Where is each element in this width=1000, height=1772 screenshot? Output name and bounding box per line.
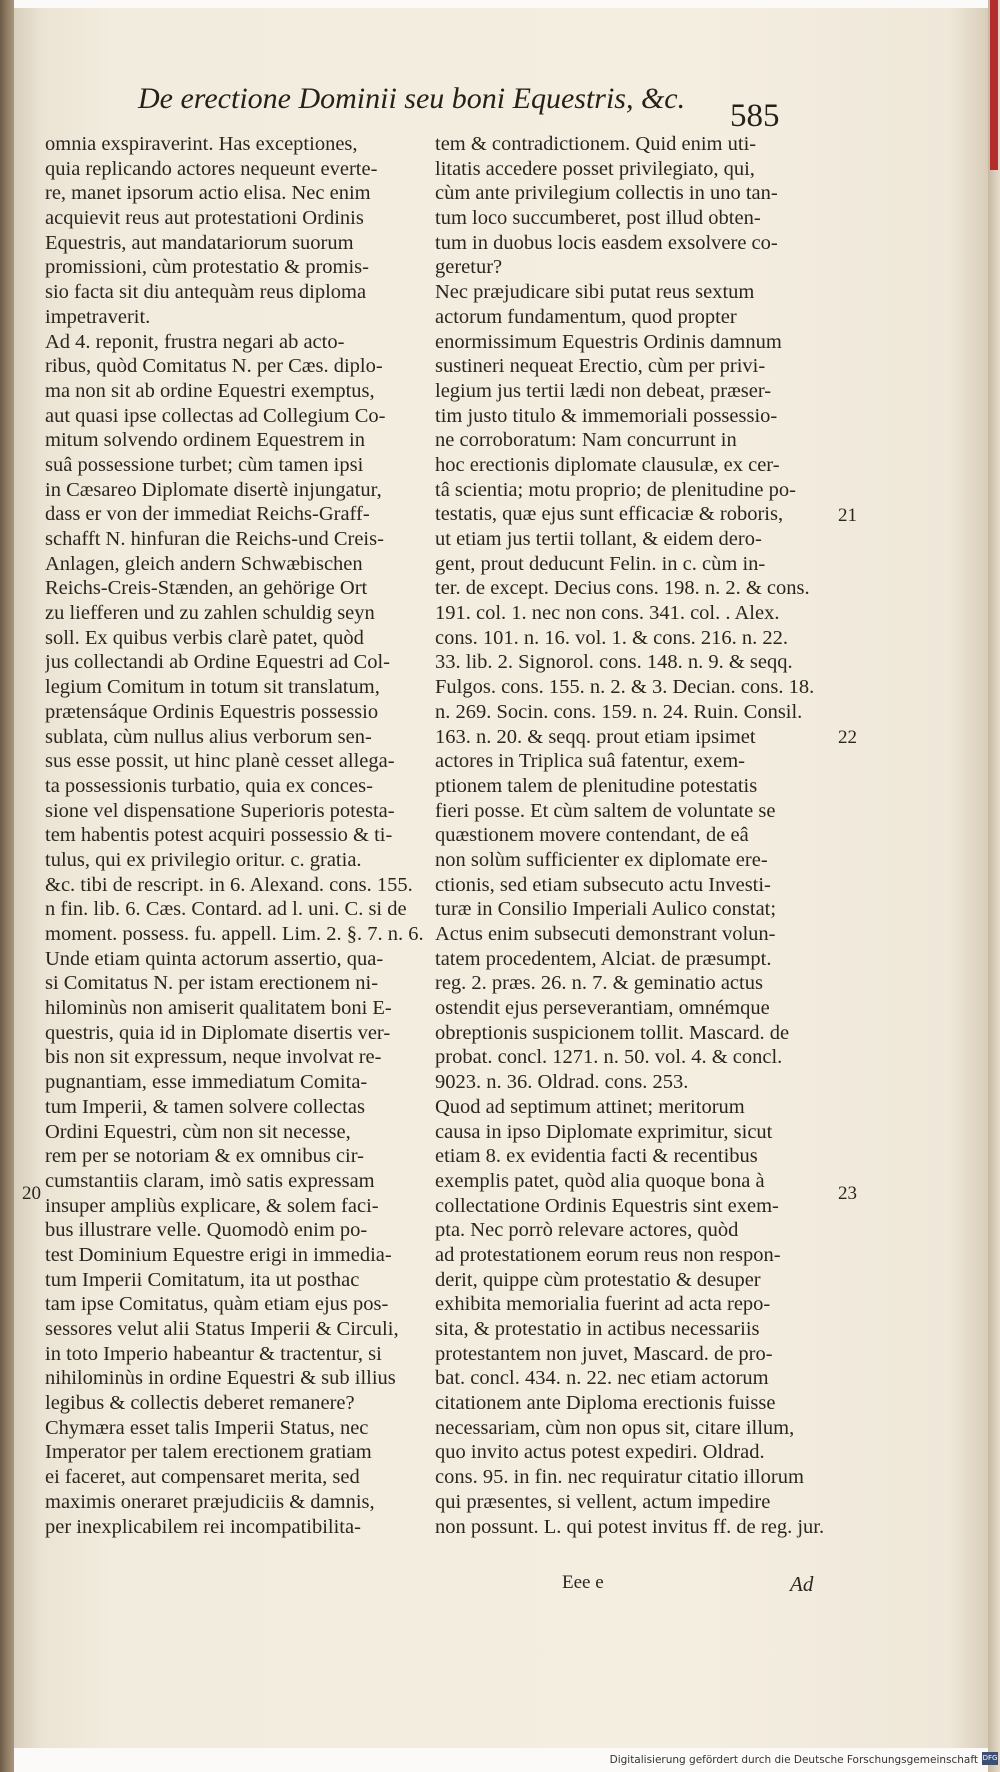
- text-line: test Dominium Equestre erigi in immedia-: [45, 1243, 392, 1266]
- text-line: ter. de except. Decius cons. 198. n. 2. & cons.: [435, 577, 810, 600]
- text-line: ma non sit ab ordine Equestri exemptus,: [45, 379, 375, 402]
- text-line: Equestris, aut mandatariorum suorum: [45, 231, 354, 254]
- text-line: in toto Imperio habeantur & tractentur, si: [45, 1342, 382, 1365]
- text-line: n. 269. Socin. cons. 159. n. 24. Ruin. Consil.: [435, 700, 803, 723]
- text-line: hilominùs non amiserit qualitatem boni E-: [45, 997, 392, 1020]
- text-line: tulus, qui ex privilegio oritur. c. gratia.: [45, 848, 362, 871]
- text-line: actorum fundamentum, quod propter: [435, 305, 737, 328]
- text-line: Imperator per talem erectionem gratiam: [45, 1441, 372, 1464]
- text-line: Unde etiam quinta actorum assertio, qua-: [45, 947, 384, 970]
- text-line: cùm ante privilegium collectis in uno tan-: [435, 182, 778, 205]
- margin-number: 20: [22, 1183, 41, 1204]
- text-line: exhibita memorialia fuerint ad acta repo-: [435, 1293, 771, 1316]
- text-line: Quod ad septimum attinet; meritorum: [435, 1095, 745, 1118]
- text-line: gent, prout deducunt Felin. in c. cùm in-: [435, 552, 766, 575]
- text-line: tum Imperii Comitatum, ita ut posthac: [45, 1268, 360, 1291]
- text-line: tim justo titulo & immemoriali possessio-: [435, 404, 778, 427]
- text-line: enormissimum Equestris Ordinis damnum: [435, 330, 782, 353]
- text-line: legibus & collectis deberet remanere?: [45, 1392, 355, 1415]
- text-line: tam ipse Comitatus, quàm etiam ejus pos-: [45, 1293, 389, 1316]
- bookmark-ribbon: [990, 0, 998, 170]
- text-line: ctionis, sed etiam subsecuto actu Investi-: [435, 873, 771, 896]
- text-line: zu liefferen und zu zahlen schuldig seyn: [45, 602, 375, 625]
- text-line: prætensáque Ordinis Equestris possessio: [45, 700, 379, 723]
- text-line: necessariam, cùm non opus sit, citare illum,: [435, 1416, 795, 1439]
- text-line: actores in Triplica suâ fatentur, exem-: [435, 750, 746, 773]
- text-line: Actus enim subsecuti demonstrant volun-: [435, 923, 776, 945]
- text-line: ei faceret, aut compensaret merita, sed: [45, 1466, 360, 1489]
- text-line: sublata, cùm nullus alius verborum sen-: [45, 725, 372, 748]
- text-line: bis non sit expressum, neque involvat re-: [45, 1046, 382, 1069]
- text-line: non solùm sufficienter ex diplomate ere-: [435, 848, 768, 871]
- text-line: citationem ante Diploma erectionis fuisse: [435, 1392, 776, 1415]
- text-line: sessores velut alii Status Imperii & Circuli,: [45, 1318, 399, 1340]
- text-line: legium jus tertii lædi non debeat, præser-: [435, 379, 772, 402]
- text-line: obreptionis suspicionem tollit. Mascard. de: [435, 1021, 790, 1044]
- text-line: in Cæsareo Diplomate disertè injungatur,: [45, 478, 382, 501]
- text-line: Ordini Equestri, cùm non sit necesse,: [45, 1120, 351, 1143]
- text-line: Ad 4. reponit, frustra negari ab acto-: [45, 330, 345, 353]
- text-line: omnia exspiraverint. Has exceptiones,: [45, 133, 358, 155]
- margin-number: 23: [838, 1183, 857, 1204]
- text-line: suâ possessione turbet; cùm tamen ipsi: [45, 453, 364, 476]
- text-line: n fin. lib. 6. Cæs. Contard. ad l. uni. C. si de: [45, 898, 407, 921]
- text-line: bat. concl. 434. n. 22. nec etiam actorum: [435, 1367, 769, 1390]
- text-line: insuper ampliùs explicare, & solem faci-: [45, 1194, 379, 1217]
- text-line: tâ scientia; motu proprio; de plenitudine po-: [435, 478, 796, 501]
- text-line: rem per se notoriam & ex omnibus cir-: [45, 1145, 364, 1168]
- text-line: pta. Nec porrò relevare actores, quòd: [435, 1219, 739, 1242]
- text-line: bus illustrare velle. Quomodò enim po-: [45, 1219, 368, 1242]
- text-line: mitum solvendo ordinem Equestrem in: [45, 429, 365, 452]
- text-line: non possunt. L. qui potest invitus ff. de reg. jur.: [435, 1515, 825, 1538]
- text-line: fieri posse. Et cùm saltem de voluntate se: [435, 799, 776, 822]
- text-line: Reichs-Creis-Stænden, an gehörige Ort: [45, 577, 368, 600]
- text-line: quia replicando actores nequeunt everte-: [45, 157, 378, 180]
- text-line: re, manet ipsorum actio elisa. Nec enim: [45, 182, 371, 205]
- text-line: &c. tibi de rescript. in 6. Alexand. cons. 155.: [45, 873, 413, 896]
- book-spine: [0, 0, 14, 1772]
- text-line: Fulgos. cons. 155. n. 2. & 3. Decian. cons. 18.: [435, 676, 815, 699]
- text-line: causa in ipso Diplomate exprimitur, sicut: [435, 1120, 773, 1143]
- running-title: De erectione Dominii seu boni Equestris, &c.: [138, 82, 686, 115]
- text-line: reg. 2. præs. 26. n. 7. & geminatio actus: [435, 972, 763, 995]
- text-line: quæstionem movere contendant, de eâ: [435, 824, 749, 847]
- text-line: si Comitatus N. per istam erectionem ni-: [45, 972, 379, 995]
- text-line: cons. 95. in fin. nec requiratur citatio illorum: [435, 1466, 804, 1489]
- text-line: probat. concl. 1271. n. 50. vol. 4. & concl.: [435, 1046, 783, 1069]
- text-line: sustineri nequeat Erectio, cùm per privi-: [435, 355, 766, 378]
- catchword: Ad: [790, 1572, 814, 1596]
- text-line: dass er von der immediat Reichs-Graff-: [45, 503, 370, 526]
- text-line: schafft N. hinfuran die Reichs-und Creis-: [45, 528, 384, 550]
- text-line: hoc erectionis diplomate clausulæ, ex cer-: [435, 453, 780, 476]
- text-line: impetraverit.: [45, 305, 151, 328]
- text-line: sita, & protestatio in actibus necessariis: [435, 1318, 760, 1340]
- text-line: tum in duobus locis easdem exsolvere co-: [435, 231, 778, 254]
- text-line: Chymæra esset talis Imperii Status, nec: [45, 1416, 369, 1439]
- text-line: 163. n. 20. & seqq. prout etiam ipsimet: [435, 725, 756, 748]
- text-line: turæ in Consilio Imperiali Aulico constat;: [435, 898, 777, 921]
- right-column: [435, 132, 827, 1539]
- text-line: sione vel dispensatione Superioris potesta-: [45, 799, 395, 822]
- text-line: cons. 101. n. 16. vol. 1. & cons. 216. n. 22.: [435, 626, 789, 649]
- text-line: jus collectandi ab Ordine Equestri ad Col-: [45, 651, 390, 674]
- text-line: protestantem non juvet, Mascard. de pro-: [435, 1342, 773, 1365]
- text-line: sus esse possit, ut hinc planè cesset allega-: [45, 750, 395, 773]
- text-line: qui præsentes, si vellent, actum impedire: [435, 1490, 771, 1513]
- text-line: testatis, quæ ejus sunt efficaciæ & roboris,: [435, 503, 784, 526]
- dfg-logo: DFG: [982, 1752, 998, 1765]
- text-line: litatis accedere posset privilegiato, qui,: [435, 157, 755, 180]
- text-line: maximis oneraret præjudiciis & damnis,: [45, 1490, 375, 1513]
- text-line: ta possessionis turbatio, quia ex conces-: [45, 774, 373, 797]
- text-line: quo invito actus potest expediri. Oldrad.: [435, 1441, 765, 1464]
- text-line: ad protestationem eorum reus non respon-: [435, 1243, 781, 1266]
- text-line: pugnantiam, esse immediatum Comita-: [45, 1071, 368, 1094]
- page-number: 585: [730, 98, 780, 134]
- text-line: ostendit ejus perseverantiam, omnémque: [435, 997, 770, 1020]
- margin-number: 22: [838, 727, 857, 748]
- text-line: moment. possess. fu. appell. Lim. 2. §. 7. n. 6.: [45, 923, 424, 945]
- text-line: ne corroboratum: Nam concurrunt in: [435, 429, 737, 452]
- text-line: ut etiam jus tertii tollant, & eidem dero-: [435, 528, 762, 550]
- text-line: Anlagen, gleich andern Schwæbischen: [45, 552, 363, 575]
- text-line: derit, quippe cùm protestatio & desuper: [435, 1268, 761, 1291]
- text-line: sio facta sit diu antequàm reus diploma: [45, 281, 367, 304]
- page-edge: [988, 0, 1000, 1772]
- text-line: tatem procedentem, Alciat. de præsumpt.: [435, 947, 772, 970]
- text-line: etiam 8. ex evidentia facti & recentibus: [435, 1145, 758, 1168]
- text-line: promissioni, cùm protestatio & promis-: [45, 256, 369, 279]
- text-line: legium Comitum in totum sit translatum,: [45, 676, 380, 699]
- text-line: exemplis patet, quòd alia quoque bona à: [435, 1169, 765, 1192]
- text-line: tum Imperii, & tamen solvere collectas: [45, 1095, 365, 1118]
- text-line: soll. Ex quibus verbis clarè patet, quòd: [45, 626, 364, 649]
- text-line: cumstantiis claram, imò satis expressam: [45, 1169, 375, 1192]
- text-line: tum loco succumberet, post illud obten-: [435, 207, 761, 230]
- text-line: aut quasi ipse collectas ad Collegium Co-: [45, 404, 386, 427]
- digitization-credit: Digitalisierung gefördert durch die Deutsche Forschungsgemeinschaft: [609, 1754, 978, 1766]
- left-column: [45, 132, 433, 1539]
- text-line: 191. col. 1. nec non cons. 341. col. . Alex.: [435, 602, 780, 625]
- text-line: per inexplicabilem rei incompatibilita-: [45, 1515, 361, 1538]
- text-line: collectatione Ordinis Equestris sint exem-: [435, 1194, 779, 1217]
- text-line: nihilominùs in ordine Equestri & sub illius: [45, 1367, 396, 1390]
- text-line: tem & contradictionem. Quid enim uti-: [435, 133, 757, 155]
- text-line: questris, quia id in Diplomate disertis ver-: [45, 1021, 391, 1044]
- text-line: ribus, quòd Comitatus N. per Cæs. diplo-: [45, 355, 383, 378]
- text-line: geretur?: [435, 256, 503, 279]
- text-line: ptionem talem de plenitudine potestatis: [435, 774, 758, 797]
- text-line: 9023. n. 36. Oldrad. cons. 253.: [435, 1071, 689, 1094]
- text-line: Nec præjudicare sibi putat reus sextum: [435, 281, 755, 304]
- signature-mark: Eee e: [562, 1572, 604, 1593]
- text-line: tem habentis potest acquiri possessio & ti-: [45, 824, 393, 847]
- text-line: acquievit reus aut protestationi Ordinis: [45, 207, 364, 230]
- margin-number: 21: [838, 505, 857, 526]
- text-line: 33. lib. 2. Signorol. cons. 148. n. 9. & seqq.: [435, 651, 793, 674]
